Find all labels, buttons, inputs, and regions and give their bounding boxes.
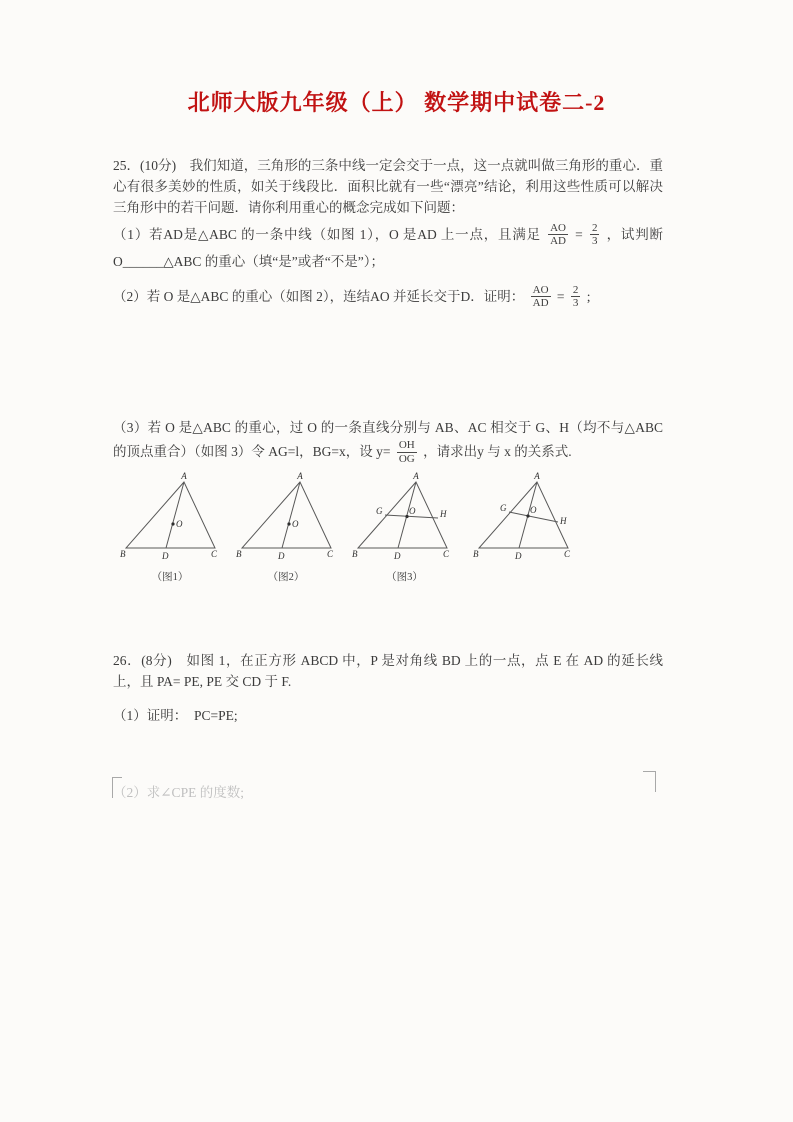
- label-D: D: [515, 551, 522, 561]
- label-B: B: [352, 549, 358, 559]
- q25-part1-text-after: ，试判断 O______△ABC 的重心（填“是”或者“不是”）；: [113, 227, 664, 270]
- label-A: A: [297, 472, 303, 481]
- label-D: D: [162, 551, 169, 561]
- figure-2: [236, 472, 336, 584]
- figure-caption: （图2）: [267, 572, 305, 583]
- equals-sign: =: [556, 289, 565, 304]
- label-O: O: [530, 505, 537, 515]
- fraction-denominator: OG: [398, 452, 415, 465]
- fraction-denominator: 3: [572, 297, 579, 310]
- fraction-numerator: AO: [532, 283, 549, 296]
- fraction-oh-og: [397, 439, 417, 465]
- equals-sign: =: [575, 227, 583, 242]
- triangle-diagram-3: [352, 472, 457, 564]
- q25-part3-text-before: （3）若 O 是△ABC 的重心，过 O 的一条直线分别与 AB、AC 相交于 G、H（均不与△ABC 的顶点重合）（如图 3）令 AG=l，BG=x，设 y=: [113, 420, 663, 460]
- label-O: O: [409, 506, 416, 516]
- fraction-numerator: AO: [550, 221, 566, 234]
- fraction-denominator: AD: [550, 235, 566, 248]
- figure-caption: （图3）: [386, 572, 423, 583]
- fraction-ao-ad: [548, 222, 568, 248]
- label-G: G: [376, 506, 383, 516]
- label-H: H: [440, 509, 447, 519]
- label-C: C: [327, 549, 334, 559]
- q25-part1-text-before: （1）若AD是△ABC 的一条中线（如图 1），O 是AD 上一点，且满足: [113, 227, 541, 242]
- q25-part2: [113, 284, 663, 311]
- centroid-dot: [171, 522, 174, 525]
- label-B: B: [473, 549, 479, 559]
- triangle-outline: [126, 482, 215, 548]
- q25-part3: [113, 416, 663, 466]
- label-C: C: [443, 549, 450, 559]
- label-C: C: [211, 549, 218, 559]
- fraction-denominator: 3: [591, 235, 598, 248]
- fraction-ao-ad: [531, 284, 551, 310]
- fraction-two-thirds: [571, 284, 581, 310]
- fraction-numerator: OH: [398, 439, 415, 451]
- q25-figures: [120, 472, 578, 584]
- triangle-diagram-1: [120, 472, 220, 564]
- q25-part2-text-before: （2）若 O 是△ABC 的重心（如图 2），连结AO 并延长交于D．证明：: [113, 289, 525, 304]
- crop-mark-right-icon: [643, 771, 656, 792]
- q25-intro: 25．(10分) 我们知道，三角形的三条中线一定会交于一点，这一点就叫做三角形的重心．重心有很多美妙的性质，如关于线段比．面积比就有一些“漂亮”结论，利用这些性质可以解决三角形中的若干问题．请你利用重心的概念完成如下问题：: [113, 158, 663, 215]
- q26-intro: 26．(8分) 如图 1，在正方形 ABCD 中，P 是对角线 BD 上的一点，点 E 在 AD 的延长线上，且 PA= PE, PE 交 CD 于 F.: [113, 653, 663, 689]
- q25-part3-text-after: ，请求出y 与 x 的关系式.: [423, 444, 572, 460]
- label-D: D: [278, 551, 285, 561]
- figure-4: [473, 472, 578, 569]
- label-O: O: [176, 519, 183, 529]
- q26-part1: （1）证明： PC=PE;: [113, 708, 238, 723]
- figure-3: [352, 472, 457, 584]
- figure-caption: （图1）: [151, 572, 189, 583]
- fraction-numerator: 2: [572, 283, 579, 296]
- fraction-numerator: 2: [591, 221, 598, 234]
- centroid-dot: [287, 522, 290, 525]
- q26-part2: （2）求∠CPE 的度数;: [113, 785, 244, 800]
- fraction-denominator: AD: [532, 297, 549, 310]
- triangle-diagram-2: [236, 472, 336, 564]
- q25-part2-text-after: ;: [586, 289, 591, 304]
- label-A: A: [413, 472, 419, 481]
- q25-part1: [113, 222, 663, 275]
- label-C: C: [564, 549, 571, 559]
- fraction-two-thirds: [590, 222, 600, 248]
- page-title: 北师大版九年级（上） 数学期中试卷二-2: [187, 90, 606, 115]
- label-A: A: [534, 472, 540, 481]
- triangle-diagram-4: [473, 472, 578, 564]
- label-G: G: [500, 503, 507, 513]
- label-H: H: [560, 516, 567, 526]
- label-D: D: [394, 551, 401, 561]
- triangle-outline: [358, 482, 447, 548]
- triangle-outline: [242, 482, 331, 548]
- figure-1: [120, 472, 220, 584]
- label-B: B: [120, 549, 126, 559]
- label-B: B: [236, 549, 242, 559]
- label-A: A: [181, 472, 187, 481]
- label-O: O: [292, 519, 299, 529]
